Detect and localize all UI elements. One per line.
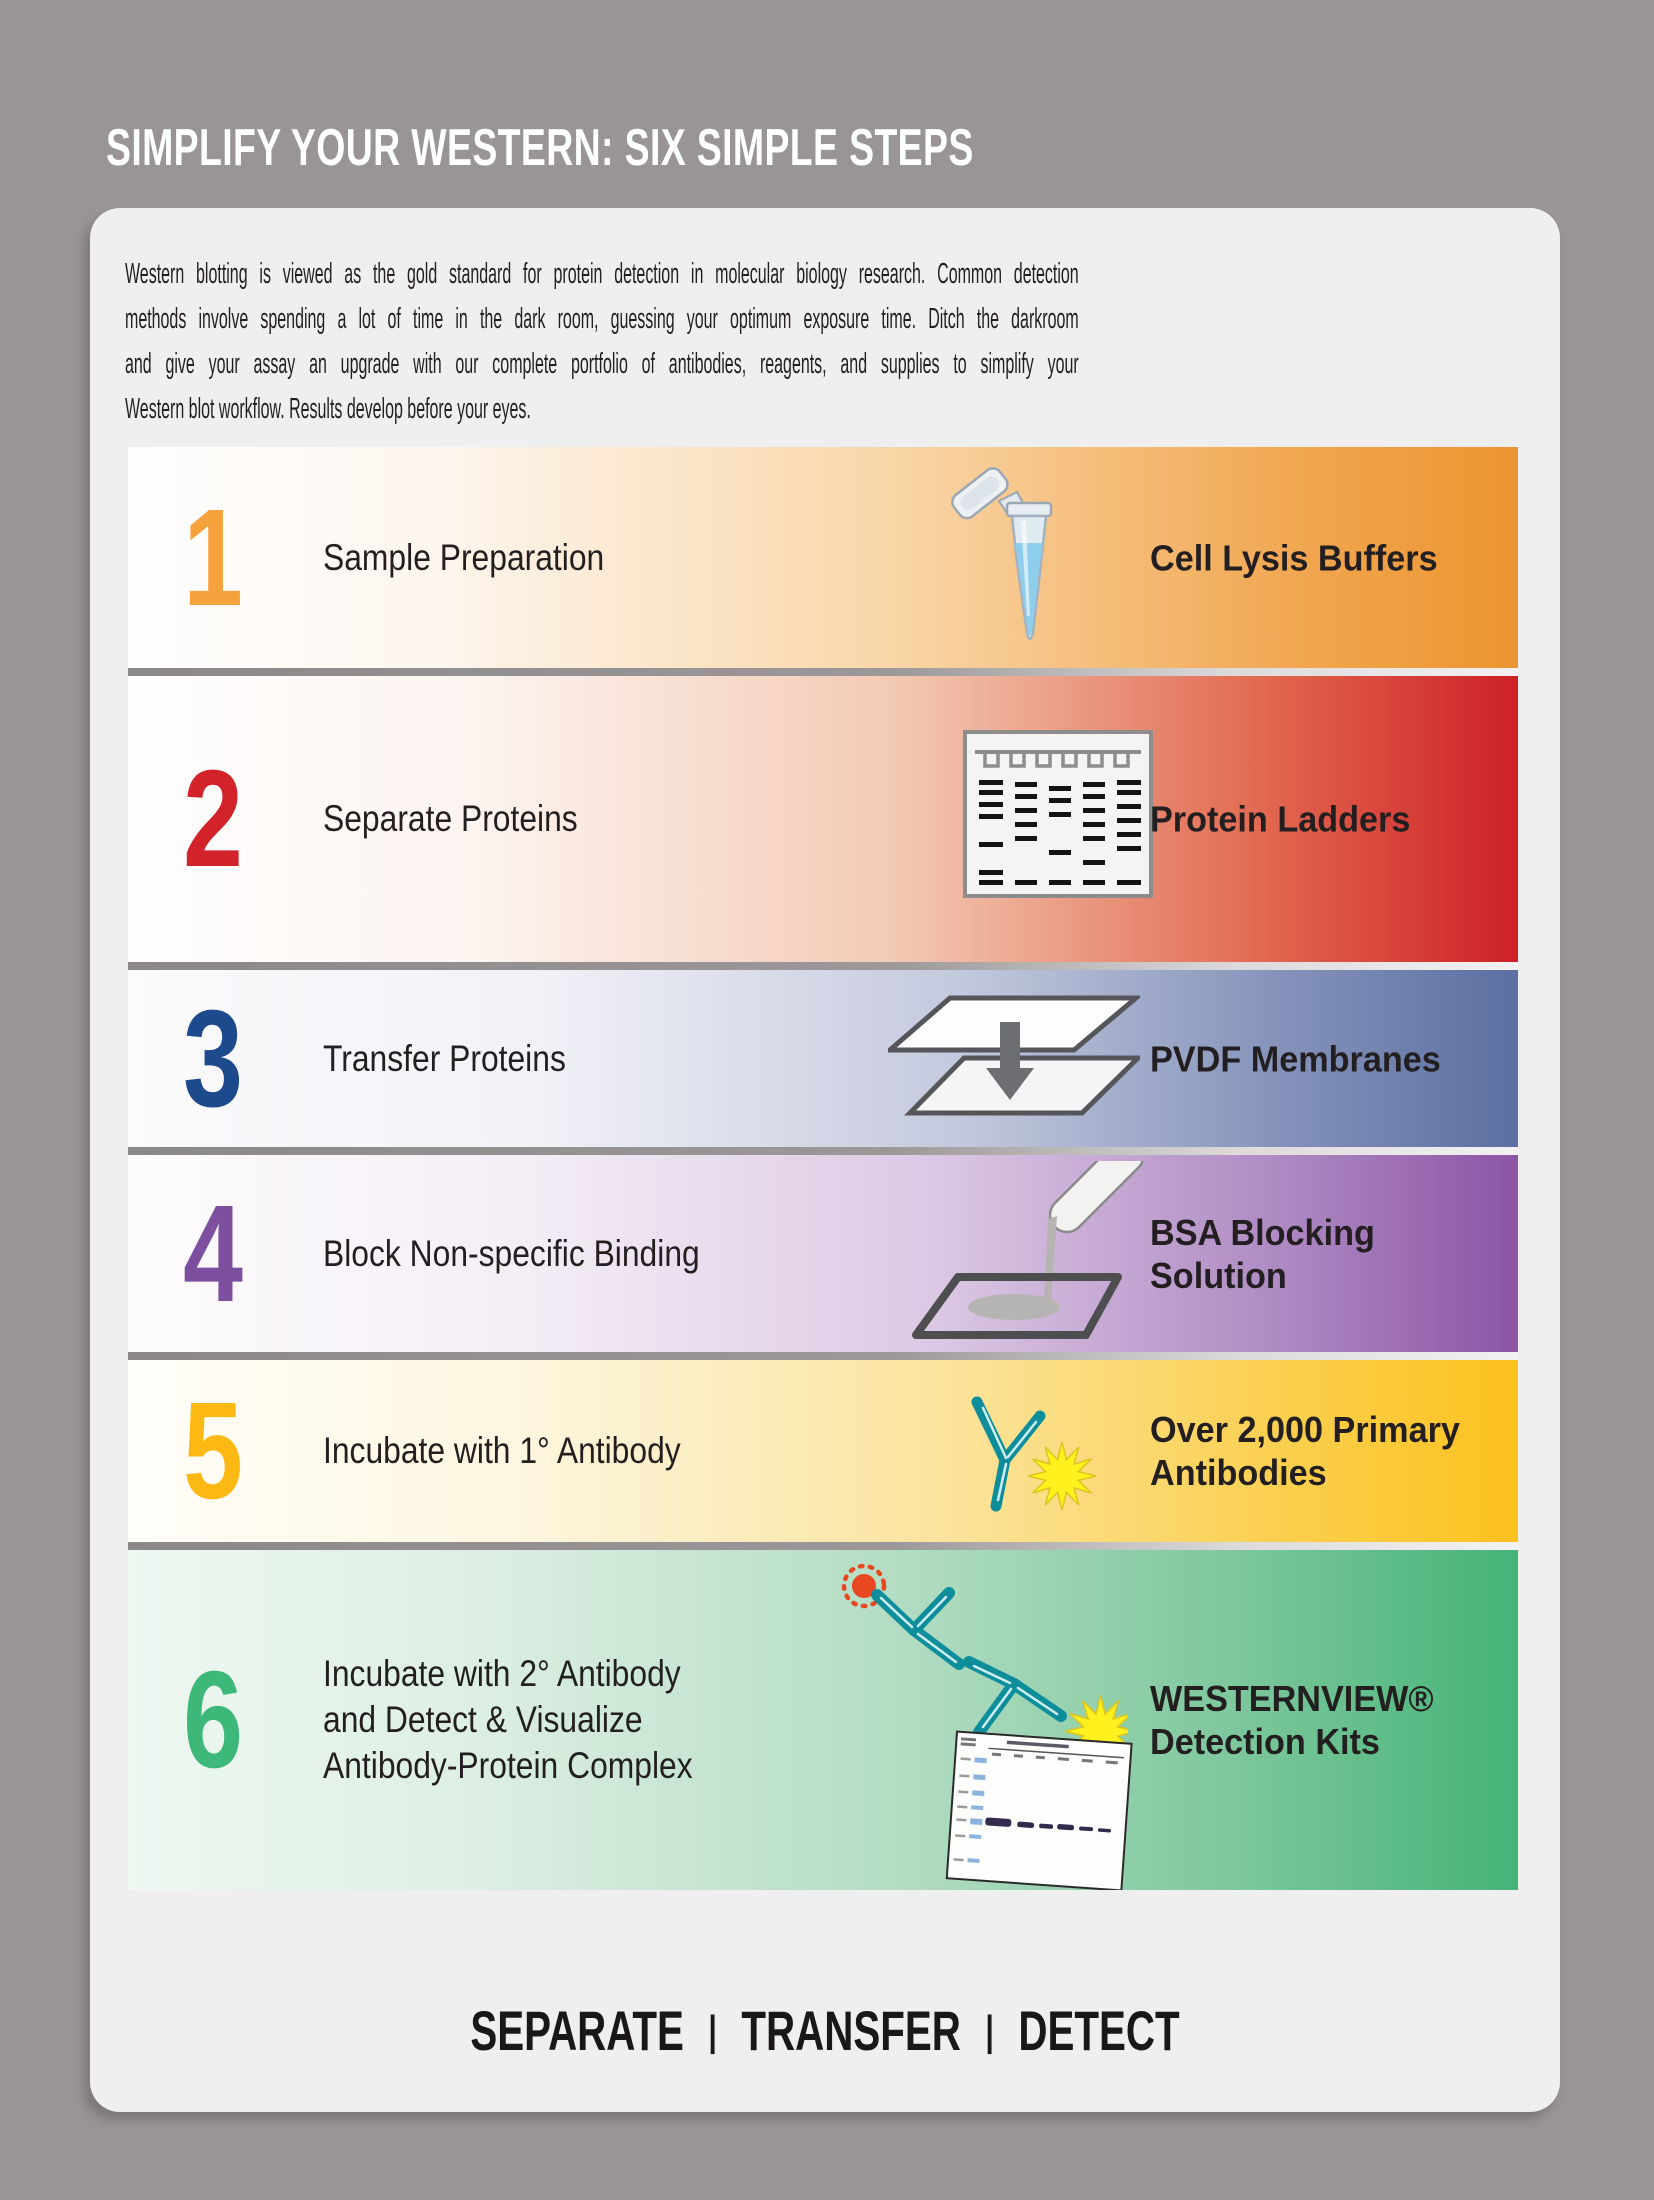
product-label bbox=[1150, 798, 1410, 841]
product-label bbox=[1150, 1037, 1441, 1080]
product-label-line: Cell Lysis Buffers bbox=[1150, 537, 1438, 578]
membrane-transfer-icon bbox=[888, 994, 1140, 1118]
row-divider bbox=[128, 962, 1518, 970]
step-number: 6 bbox=[183, 1643, 243, 1797]
row-divider bbox=[128, 1352, 1518, 1360]
western-blot-result-image bbox=[945, 1730, 1133, 1890]
step-title-line: Antibody-Protein Complex bbox=[323, 1745, 693, 1786]
step-title-line: Block Non-specific Binding bbox=[323, 1232, 700, 1274]
content-card bbox=[90, 208, 1560, 2112]
intro-paragraph bbox=[125, 252, 1079, 432]
product-label-line: Protein Ladders bbox=[1150, 798, 1411, 840]
pouring-blocking-solution-icon bbox=[900, 1161, 1145, 1343]
gel-protein-ladder-icon bbox=[963, 730, 1153, 898]
step-number: 5 bbox=[183, 1374, 243, 1528]
step-title bbox=[323, 1231, 700, 1277]
step-title-line: Incubate with 1° Antibody bbox=[323, 1430, 681, 1471]
primary-antibody-star-icon bbox=[950, 1388, 1100, 1512]
product-label-line: Solution bbox=[1150, 1254, 1287, 1296]
intro-line: Western blot workflow. Results develop before your eyes. bbox=[125, 393, 531, 425]
intro-line: methods involve spending a lot of time in the dark room, guessing your optimum exposure time. Ditch the darkroom bbox=[125, 303, 1079, 335]
step-row-sample-preparation bbox=[128, 447, 1518, 668]
row-divider bbox=[128, 668, 1518, 676]
step-number: 2 bbox=[183, 742, 243, 896]
step-row-primary-antibody bbox=[128, 1360, 1518, 1542]
row-divider bbox=[128, 1542, 1518, 1550]
step-row-transfer-proteins bbox=[128, 970, 1518, 1147]
product-label-line: Detection Kits bbox=[1150, 1721, 1380, 1762]
step-title-line: Incubate with 2° Antibody bbox=[323, 1653, 681, 1694]
footer-tagline bbox=[296, 1998, 1354, 2063]
product-label bbox=[1150, 1677, 1434, 1763]
step-number: 4 bbox=[183, 1176, 243, 1331]
step-title bbox=[323, 1428, 681, 1474]
step-title-line: Sample Preparation bbox=[323, 536, 605, 578]
intro-line: Western blotting is viewed as the gold standard for protein detection in molecular biology research. Common detection bbox=[125, 258, 1079, 290]
step-number: 1 bbox=[183, 480, 243, 635]
steps-list bbox=[128, 447, 1518, 1890]
product-label-line: Antibodies bbox=[1150, 1452, 1327, 1493]
step-title-line: and Detect & Visualize bbox=[323, 1699, 643, 1740]
step-title-line: Transfer Proteins bbox=[323, 1037, 566, 1079]
footer-item-transfer: TRANSFER bbox=[741, 1999, 961, 2062]
step-title bbox=[323, 1036, 566, 1082]
step-title-line: Separate Proteins bbox=[323, 798, 578, 839]
step-title bbox=[323, 1651, 693, 1789]
microcentrifuge-tube-icon bbox=[943, 461, 1063, 651]
footer-item-separate: SEPARATE bbox=[470, 1999, 684, 2062]
footer-item-detect: DETECT bbox=[1018, 1999, 1180, 2062]
step-title bbox=[323, 535, 604, 581]
page-title: SIMPLIFY YOUR WESTERN: SIX SIMPLE STEPS bbox=[106, 119, 974, 177]
step-number: 3 bbox=[183, 981, 243, 1136]
product-label-line: WESTERNVIEW® bbox=[1150, 1678, 1434, 1719]
step-title bbox=[323, 796, 578, 842]
product-label-line: BSA Blocking bbox=[1150, 1211, 1375, 1253]
product-label-line: PVDF Membranes bbox=[1150, 1038, 1441, 1079]
row-divider bbox=[128, 1147, 1518, 1155]
product-label-line: Over 2,000 Primary bbox=[1150, 1409, 1460, 1450]
step-row-separate-proteins bbox=[128, 676, 1518, 962]
product-label bbox=[1150, 1211, 1375, 1297]
intro-line: and give your assay an upgrade with our complete portfolio of antibodies, reagents, and supplies to simplify your bbox=[125, 348, 1079, 380]
step-row-block-binding bbox=[128, 1155, 1518, 1352]
footer-separator: | bbox=[708, 2007, 717, 2054]
footer-separator: | bbox=[985, 2007, 994, 2054]
product-label bbox=[1150, 536, 1438, 579]
product-label bbox=[1150, 1408, 1460, 1494]
step-row-secondary-antibody-detect bbox=[128, 1550, 1518, 1890]
